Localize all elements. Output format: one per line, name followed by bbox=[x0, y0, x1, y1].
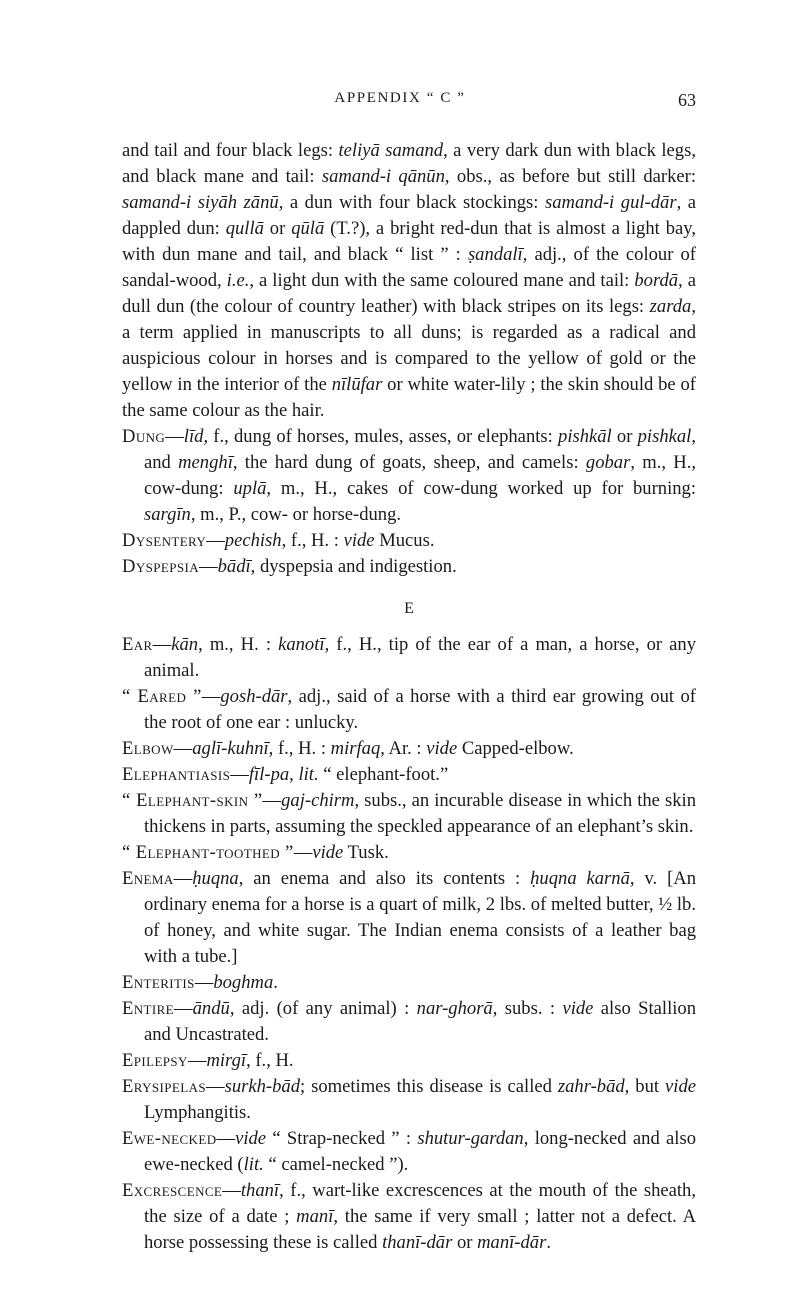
entry-text: , m., H., cakes of cow-dung worked up for burning: bbox=[266, 478, 697, 499]
glossary-entry bbox=[122, 424, 696, 528]
italic-term: aglī-kuhnī bbox=[192, 738, 269, 759]
italic-term: zarda bbox=[649, 296, 692, 317]
entry-text: , subs., an incurable disease in which the skin thickens in parts, assuming the speckled appearance of an elephant’s skin. bbox=[144, 790, 696, 837]
italic-term: vide bbox=[426, 738, 458, 759]
entry-text: , a very dark dun with black legs, and black mane and tail: bbox=[122, 140, 696, 187]
glossary-entry bbox=[122, 1178, 696, 1256]
entry-text: — bbox=[216, 1128, 236, 1149]
entry-text: Capped-elbow. bbox=[457, 738, 574, 759]
italic-term: manī-dār bbox=[477, 1232, 547, 1253]
italic-term: āndū bbox=[192, 998, 230, 1019]
entry-text: , obs., as before but still darker: bbox=[444, 166, 697, 187]
entry-text: — bbox=[152, 634, 172, 655]
glossary-entry bbox=[122, 866, 696, 970]
entry-headword: Dyspepsia bbox=[122, 556, 199, 577]
italic-term: menghī bbox=[178, 452, 233, 473]
entry-text: , f., H. : bbox=[281, 530, 344, 551]
entry-text: — bbox=[262, 790, 282, 811]
entry-text: — bbox=[173, 868, 193, 889]
entry-text: (T.?), a bright red-dun that is almost a light bay, with dun mane and tail, and black “ list ” : bbox=[122, 218, 696, 265]
glossary-entry bbox=[122, 528, 696, 554]
entry-text: , adj. (of any animal) : bbox=[229, 998, 417, 1019]
italic-term: mirfaq bbox=[330, 738, 381, 759]
entry-text: — bbox=[194, 972, 214, 993]
entry-text: , the same if very small ; latter not a defect. A horse possessing these is called bbox=[144, 1206, 697, 1253]
italic-term: gaj-chirm bbox=[281, 790, 355, 811]
entry-text: also Stallion and Uncastrated. bbox=[144, 998, 696, 1045]
glossary-entry bbox=[122, 554, 696, 580]
entry-headword: Enema bbox=[122, 868, 174, 889]
entry-text: , a dappled dun: bbox=[122, 192, 697, 239]
entry-text: . bbox=[546, 1232, 551, 1253]
italic-term: surkh-bād bbox=[224, 1076, 300, 1097]
entry-headword: Erysipelas bbox=[122, 1076, 206, 1097]
italic-term: kanotī bbox=[278, 634, 325, 655]
entry-text: , the hard dung of goats, sheep, and camels: bbox=[232, 452, 586, 473]
entry-text: — bbox=[165, 426, 184, 447]
italic-term: pechish bbox=[224, 530, 282, 551]
italic-term: thanī-dār bbox=[382, 1232, 453, 1253]
entries-e bbox=[122, 632, 696, 1256]
glossary-entry bbox=[122, 840, 696, 866]
entry-text: , long-necked and also ewe-necked ( bbox=[144, 1128, 696, 1175]
entry-text: or bbox=[611, 426, 638, 447]
glossary-entry bbox=[122, 788, 696, 840]
entry-text: — bbox=[206, 530, 225, 551]
italic-term: boghma bbox=[213, 972, 274, 993]
italic-term: nar-ghorā bbox=[416, 998, 493, 1019]
entry-headword: Enteritis bbox=[122, 972, 195, 993]
italic-term: qullā bbox=[225, 218, 264, 239]
italic-term: sargīn bbox=[144, 504, 191, 525]
italic-term: vide bbox=[235, 1128, 267, 1149]
italic-term: gosh-dār bbox=[220, 686, 288, 707]
entry-text: or bbox=[452, 1232, 478, 1253]
glossary-entry bbox=[122, 996, 696, 1048]
entry-text: “ camel-necked ”). bbox=[263, 1154, 409, 1175]
entry-text: and tail and four black legs: bbox=[122, 140, 339, 161]
entry-text: , m., H. : bbox=[198, 634, 279, 655]
entry-text: — bbox=[293, 842, 313, 863]
entry-headword: Dysentery bbox=[122, 530, 207, 551]
italic-term: pishkāl bbox=[558, 426, 612, 447]
entry-text: — bbox=[222, 1180, 241, 1201]
entry-headword: Elephantiasis bbox=[122, 764, 231, 785]
italic-term: vide bbox=[312, 842, 344, 863]
entry-text: , a light dun with the same coloured mane and tail: bbox=[249, 270, 635, 291]
entry-headword: Epilepsy bbox=[122, 1050, 188, 1071]
entry-text: , m., H., cow-dung: bbox=[144, 452, 696, 499]
italic-term: fīl-pa, lit. bbox=[248, 764, 319, 785]
entry-text: Tusk. bbox=[343, 842, 389, 863]
entry-headword: “ Eared ” bbox=[122, 686, 202, 707]
entry-text: , f., dung of horses, mules, asses, or elephants: bbox=[203, 426, 559, 447]
entries-d bbox=[122, 424, 696, 580]
italic-term: shutur-gardan bbox=[417, 1128, 524, 1149]
entry-text: , m., P., cow- or horse-dung. bbox=[190, 504, 402, 525]
entry-text: , and bbox=[144, 426, 696, 473]
italic-term: manī bbox=[296, 1206, 334, 1227]
italic-term: bordā bbox=[634, 270, 679, 291]
italic-term: kān bbox=[171, 634, 199, 655]
italic-term: vide bbox=[343, 530, 375, 551]
glossary-entry bbox=[122, 632, 696, 684]
italic-term: zahr-bād bbox=[557, 1076, 625, 1097]
entry-headword: Ewe-necked bbox=[122, 1128, 217, 1149]
entry-headword: “ Elephant-toothed ” bbox=[122, 842, 294, 863]
italic-term: thanī bbox=[240, 1180, 280, 1201]
entry-text: Mucus. bbox=[374, 530, 435, 551]
italic-term: mirgī bbox=[206, 1050, 247, 1071]
page-body bbox=[122, 138, 696, 1256]
glossary-entry bbox=[122, 1126, 696, 1178]
italic-term: samand-i qānūn bbox=[321, 166, 445, 187]
entry-headword: Entire bbox=[122, 998, 175, 1019]
italic-term: i.e. bbox=[226, 270, 250, 291]
entry-text: , a term applied in manuscripts to all duns; is regarded as a radical and auspicious colour in horses and is compared to the yellow of gold or the yellow in the interior of the bbox=[122, 296, 696, 395]
entry-text: , dyspepsia and indigestion. bbox=[250, 556, 457, 577]
entry-text: “ Strap-necked ” : bbox=[266, 1128, 418, 1149]
glossary-entry bbox=[122, 762, 696, 788]
italic-term: pishkal bbox=[637, 426, 692, 447]
entry-text: — bbox=[206, 1076, 225, 1097]
entry-text: , subs. : bbox=[492, 998, 563, 1019]
italic-term: līd bbox=[183, 426, 204, 447]
continuation-paragraph bbox=[122, 138, 696, 424]
running-head bbox=[0, 90, 800, 114]
entry-text: — bbox=[201, 686, 221, 707]
entry-text: “ elephant-foot.” bbox=[318, 764, 449, 785]
glossary-entry bbox=[122, 970, 696, 996]
entry-text: — bbox=[230, 764, 249, 785]
italic-term: bādī bbox=[217, 556, 251, 577]
entry-text: , an enema and also its contents : bbox=[238, 868, 531, 889]
section-letter: E bbox=[404, 600, 414, 617]
entry-text: , but bbox=[624, 1076, 666, 1097]
entry-text: , Ar. : bbox=[380, 738, 427, 759]
entry-text: or bbox=[263, 218, 292, 239]
entry-text: — bbox=[187, 1050, 207, 1071]
glossary-entry bbox=[122, 1048, 696, 1074]
entry-text: — bbox=[173, 738, 193, 759]
italic-term: nīlūfar bbox=[331, 374, 383, 395]
entry-text: Lymphangitis. bbox=[144, 1102, 251, 1123]
italic-term: lit. bbox=[243, 1154, 264, 1175]
entry-text: , f., H. : bbox=[268, 738, 331, 759]
entry-text: , f., wart-like excrescences at the mouth of the sheath, the size of a date ; bbox=[144, 1180, 696, 1227]
italic-term: samand-i siyāh zānū bbox=[122, 192, 279, 213]
italic-term: teliyā samand bbox=[338, 140, 444, 161]
entry-text: or white water-lily ; the skin should be of the same colour as the hair. bbox=[122, 374, 697, 421]
entry-text: — bbox=[199, 556, 218, 577]
entry-text: , a dun with four black stockings: bbox=[278, 192, 546, 213]
running-head-title: APPENDIX “ C ” bbox=[334, 90, 466, 106]
italic-term: ḥuqna karnā bbox=[530, 868, 630, 889]
italic-term: ṣandalī bbox=[467, 244, 523, 265]
entry-headword: Dung bbox=[122, 426, 166, 447]
entry-text: ; sometimes this disease is called bbox=[300, 1076, 558, 1097]
entry-text: , v. [An ordinary enema for a horse is a quart of milk, 2 lbs. of melted butter, ½ lb. of honey, and white sugar. The Indian enema consists of a leather bag with a tube.] bbox=[144, 868, 696, 967]
italic-term: gobar bbox=[585, 452, 631, 473]
entry-headword: Ear bbox=[122, 634, 153, 655]
glossary-entry bbox=[122, 736, 696, 762]
entry-headword: Excrescence bbox=[122, 1180, 223, 1201]
entry-headword: Elbow bbox=[122, 738, 174, 759]
italic-term: qūlā bbox=[291, 218, 325, 239]
italic-term: uplā bbox=[233, 478, 267, 499]
entry-text: , adj., said of a horse with a third ear growing out of the root of one ear : unlucky. bbox=[144, 686, 696, 733]
entry-text: , adj., of the colour of sandal-wood, bbox=[122, 244, 696, 291]
glossary-entry bbox=[122, 1074, 696, 1126]
entry-text: . bbox=[273, 972, 278, 993]
entry-text: , f., H., tip of the ear of a man, a horse, or any animal. bbox=[144, 634, 696, 681]
italic-term: vide bbox=[562, 998, 594, 1019]
entry-text: , a dull dun (the colour of country leather) with black stripes on its legs: bbox=[122, 270, 696, 317]
entry-text: — bbox=[174, 998, 193, 1019]
italic-term: ḥuqna bbox=[192, 868, 239, 889]
italic-term: samand-i gul-dār bbox=[545, 192, 677, 213]
entry-headword: “ Elephant-skin ” bbox=[122, 790, 263, 811]
italic-term: vide bbox=[665, 1076, 696, 1097]
page-number: 63 bbox=[678, 90, 696, 110]
entry-text: , f., H. bbox=[246, 1050, 294, 1071]
glossary-entry bbox=[122, 684, 696, 736]
